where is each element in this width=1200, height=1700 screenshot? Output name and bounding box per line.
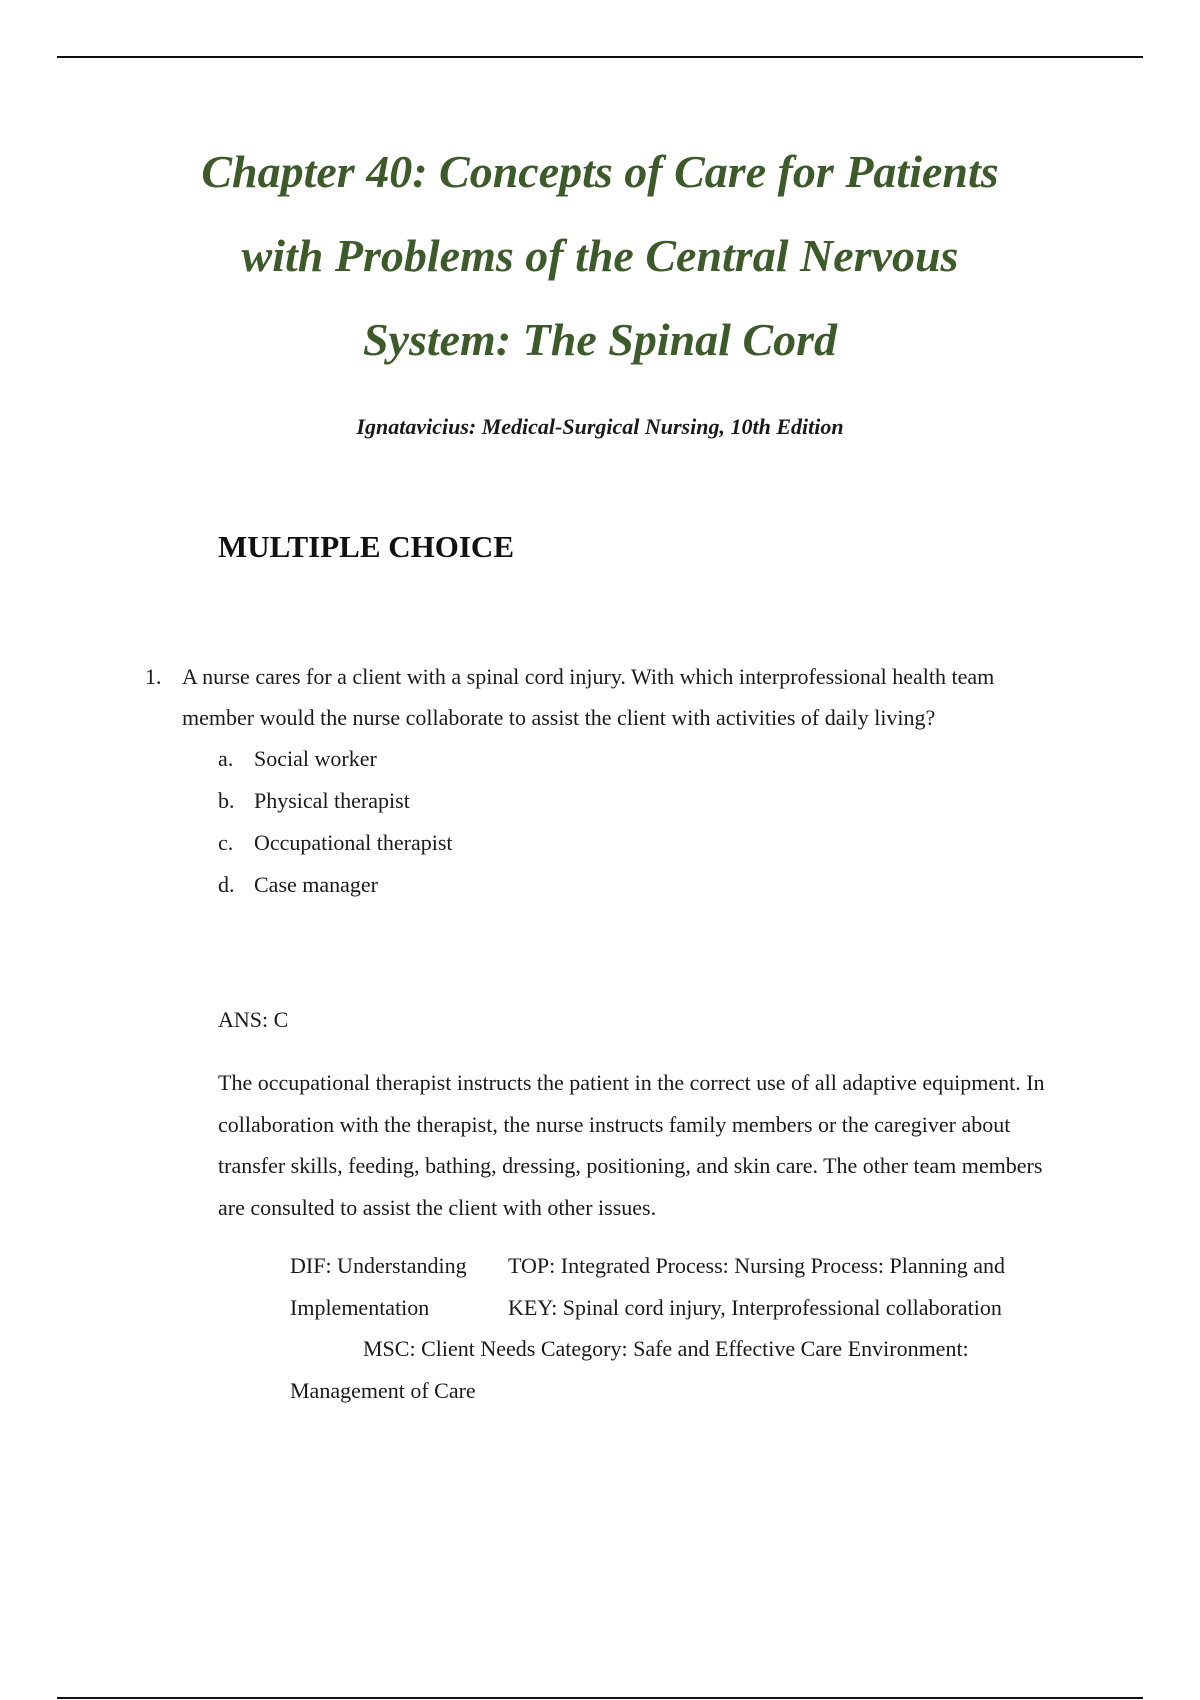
option-letter: c. <box>218 830 234 855</box>
section-heading: MULTIPLE CHOICE <box>218 529 514 564</box>
topic-continuation: Implementation <box>290 1294 430 1320</box>
topic-label: TOP: Integrated Process: Nursing Process: Planning and <box>508 1253 1005 1278</box>
meta-row-1 <box>290 1245 1080 1287</box>
option-c <box>218 822 1045 864</box>
answer-key: ANS: C <box>218 1007 289 1032</box>
meta-row-2 <box>290 1287 1080 1329</box>
question-text: A nurse cares for a client with a spinal cord injury. With which interprofessional health team member would the nurse collaborate to assist the client with activities of daily living? <box>182 664 995 730</box>
option-b <box>218 780 1045 822</box>
option-letter: a. <box>218 746 234 771</box>
chapter-title-line-1: Chapter 40: Concepts of Care for Patients <box>201 146 999 197</box>
chapter-title <box>100 130 1100 382</box>
option-text: Physical therapist <box>254 788 410 813</box>
option-letter: b. <box>218 788 235 813</box>
chapter-title-line-3: System: The Spinal Cord <box>362 314 838 365</box>
rationale-text: The occupational therapist instructs the patient in the correct use of all adaptive equipment. In collaboration with the therapist, the nurse instructs family members or the caregiver about transfer skills, feeding, bathing, dressing, positioning, and skin care. The other team members are consulted to assist the client with other issues. <box>218 1070 1045 1220</box>
top-rule <box>57 56 1143 58</box>
option-text: Occupational therapist <box>254 830 453 855</box>
question-number: 1. <box>145 664 162 689</box>
option-text: Social worker <box>254 746 377 771</box>
option-text: Case manager <box>254 872 378 897</box>
book-subtitle: Ignatavicius: Medical-Surgical Nursing, 10th Edition <box>356 414 844 439</box>
answer-options <box>218 738 1045 906</box>
question-metadata <box>290 1245 1080 1411</box>
msc-label: MSC: Client Needs Category: Safe and Effective Care Environment: <box>363 1336 969 1361</box>
msc-continuation: Management of Care <box>290 1377 476 1403</box>
bottom-rule <box>57 1697 1143 1699</box>
option-letter: d. <box>218 872 235 897</box>
key-label: KEY: Spinal cord injury, Interprofessional collaboration <box>508 1294 1002 1320</box>
question-block <box>145 656 1045 906</box>
option-d <box>218 864 1045 906</box>
difficulty-label: DIF: Understanding <box>290 1253 467 1278</box>
chapter-title-line-2: with Problems of the Central Nervous <box>241 230 959 281</box>
option-a <box>218 738 1045 780</box>
